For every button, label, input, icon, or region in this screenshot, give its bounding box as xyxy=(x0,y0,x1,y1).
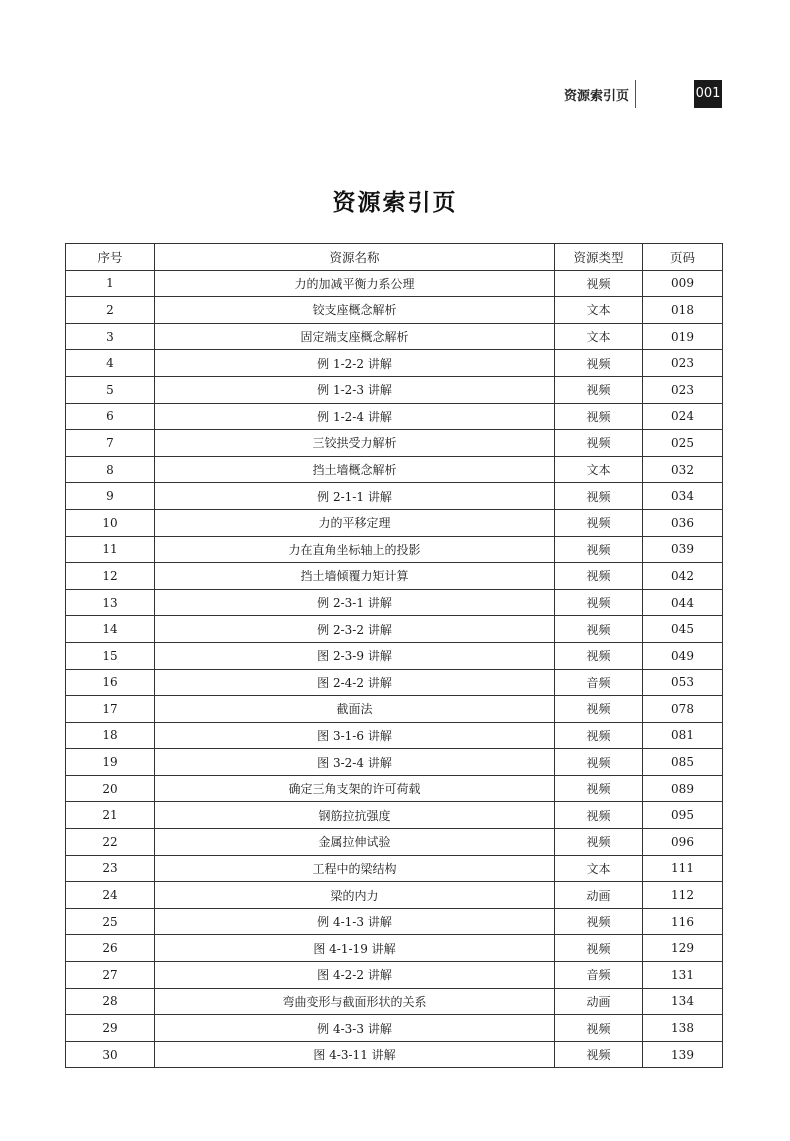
cell-page: 044 xyxy=(643,589,723,616)
table-row xyxy=(66,669,723,696)
table-row xyxy=(66,962,723,989)
cell-number: 9 xyxy=(66,483,155,510)
cell-page: 053 xyxy=(643,669,723,696)
cell-number: 11 xyxy=(66,536,155,563)
cell-resource-name: 固定端支座概念解析 xyxy=(155,323,555,350)
cell-number: 26 xyxy=(66,935,155,962)
cell-resource-name: 截面法 xyxy=(155,696,555,723)
cell-resource-type: 视频 xyxy=(555,908,643,935)
cell-resource-name: 铰支座概念解析 xyxy=(155,297,555,324)
cell-resource-name: 例 4-1-3 讲解 xyxy=(155,908,555,935)
cell-resource-type: 视频 xyxy=(555,563,643,590)
column-header-name: 资源名称 xyxy=(155,244,555,271)
cell-resource-type: 视频 xyxy=(555,1041,643,1068)
table-row xyxy=(66,802,723,829)
column-header-number: 序号 xyxy=(66,244,155,271)
table-row xyxy=(66,509,723,536)
table-row xyxy=(66,988,723,1015)
cell-page: 034 xyxy=(643,483,723,510)
table-row xyxy=(66,563,723,590)
table-row xyxy=(66,696,723,723)
table-row xyxy=(66,536,723,563)
cell-number: 14 xyxy=(66,616,155,643)
cell-resource-name: 例 1-2-3 讲解 xyxy=(155,376,555,403)
cell-resource-name: 挡土墙概念解析 xyxy=(155,456,555,483)
cell-resource-type: 视频 xyxy=(555,749,643,776)
column-header-type: 资源类型 xyxy=(555,244,643,271)
table-row xyxy=(66,323,723,350)
cell-page: 042 xyxy=(643,563,723,590)
cell-resource-name: 金属拉伸试验 xyxy=(155,829,555,856)
cell-page: 036 xyxy=(643,509,723,536)
cell-number: 25 xyxy=(66,908,155,935)
cell-resource-name: 图 2-3-9 讲解 xyxy=(155,642,555,669)
cell-resource-type: 视频 xyxy=(555,536,643,563)
cell-page: 045 xyxy=(643,616,723,643)
table-row xyxy=(66,376,723,403)
cell-number: 27 xyxy=(66,962,155,989)
table-row xyxy=(66,775,723,802)
cell-page: 023 xyxy=(643,350,723,377)
cell-number: 15 xyxy=(66,642,155,669)
table-body xyxy=(66,270,723,1068)
table-row xyxy=(66,829,723,856)
cell-number: 4 xyxy=(66,350,155,377)
table-row xyxy=(66,908,723,935)
cell-page: 024 xyxy=(643,403,723,430)
table-row xyxy=(66,270,723,297)
cell-resource-name: 例 2-3-2 讲解 xyxy=(155,616,555,643)
cell-number: 24 xyxy=(66,882,155,909)
cell-page: 078 xyxy=(643,696,723,723)
table-row xyxy=(66,297,723,324)
cell-page: 129 xyxy=(643,935,723,962)
cell-resource-type: 文本 xyxy=(555,855,643,882)
cell-resource-type: 视频 xyxy=(555,722,643,749)
cell-number: 3 xyxy=(66,323,155,350)
cell-resource-name: 例 1-2-4 讲解 xyxy=(155,403,555,430)
cell-resource-type: 视频 xyxy=(555,642,643,669)
cell-page: 081 xyxy=(643,722,723,749)
cell-page: 116 xyxy=(643,908,723,935)
page-number: 001 xyxy=(694,80,722,108)
cell-number: 23 xyxy=(66,855,155,882)
cell-resource-type: 视频 xyxy=(555,829,643,856)
cell-page: 049 xyxy=(643,642,723,669)
table-row xyxy=(66,642,723,669)
cell-number: 8 xyxy=(66,456,155,483)
cell-page: 096 xyxy=(643,829,723,856)
cell-page: 085 xyxy=(643,749,723,776)
cell-number: 19 xyxy=(66,749,155,776)
cell-resource-name: 图 3-2-4 讲解 xyxy=(155,749,555,776)
table-row xyxy=(66,350,723,377)
cell-page: 009 xyxy=(643,270,723,297)
cell-resource-name: 图 3-1-6 讲解 xyxy=(155,722,555,749)
cell-resource-type: 视频 xyxy=(555,270,643,297)
cell-resource-name: 力的平移定理 xyxy=(155,509,555,536)
cell-resource-type: 文本 xyxy=(555,456,643,483)
cell-resource-name: 挡土墙倾覆力矩计算 xyxy=(155,563,555,590)
cell-page: 111 xyxy=(643,855,723,882)
cell-number: 17 xyxy=(66,696,155,723)
cell-resource-name: 力在直角坐标轴上的投影 xyxy=(155,536,555,563)
cell-page: 019 xyxy=(643,323,723,350)
cell-resource-type: 动画 xyxy=(555,882,643,909)
cell-resource-type: 视频 xyxy=(555,350,643,377)
cell-number: 28 xyxy=(66,988,155,1015)
table-row xyxy=(66,749,723,776)
table-row xyxy=(66,1015,723,1042)
resource-index-table xyxy=(65,243,723,1068)
cell-page: 039 xyxy=(643,536,723,563)
cell-resource-type: 视频 xyxy=(555,775,643,802)
page-title: 资源索引页 xyxy=(332,190,458,216)
cell-resource-type: 视频 xyxy=(555,616,643,643)
cell-resource-type: 视频 xyxy=(555,403,643,430)
cell-resource-type: 音频 xyxy=(555,669,643,696)
cell-page: 025 xyxy=(643,430,723,457)
table-row xyxy=(66,855,723,882)
cell-resource-type: 视频 xyxy=(555,1015,643,1042)
cell-page: 139 xyxy=(643,1041,723,1068)
cell-number: 20 xyxy=(66,775,155,802)
cell-number: 1 xyxy=(66,270,155,297)
cell-number: 29 xyxy=(66,1015,155,1042)
cell-number: 21 xyxy=(66,802,155,829)
cell-page: 095 xyxy=(643,802,723,829)
cell-page: 138 xyxy=(643,1015,723,1042)
table-row xyxy=(66,882,723,909)
cell-resource-name: 弯曲变形与截面形状的关系 xyxy=(155,988,555,1015)
cell-number: 2 xyxy=(66,297,155,324)
table-header-row xyxy=(66,244,723,271)
table-row xyxy=(66,589,723,616)
cell-resource-name: 例 1-2-2 讲解 xyxy=(155,350,555,377)
cell-number: 5 xyxy=(66,376,155,403)
cell-resource-type: 视频 xyxy=(555,483,643,510)
cell-resource-name: 梁的内力 xyxy=(155,882,555,909)
cell-page: 089 xyxy=(643,775,723,802)
table-row xyxy=(66,430,723,457)
cell-number: 30 xyxy=(66,1041,155,1068)
table-row xyxy=(66,403,723,430)
cell-number: 16 xyxy=(66,669,155,696)
cell-resource-name: 钢筋拉抗强度 xyxy=(155,802,555,829)
cell-page: 023 xyxy=(643,376,723,403)
header-divider xyxy=(635,80,636,108)
cell-resource-name: 确定三角支架的许可荷载 xyxy=(155,775,555,802)
cell-number: 13 xyxy=(66,589,155,616)
cell-resource-type: 视频 xyxy=(555,509,643,536)
table-row xyxy=(66,483,723,510)
cell-resource-name: 三铰拱受力解析 xyxy=(155,430,555,457)
cell-resource-name: 图 4-3-11 讲解 xyxy=(155,1041,555,1068)
table-row xyxy=(66,935,723,962)
cell-resource-type: 视频 xyxy=(555,430,643,457)
cell-page: 032 xyxy=(643,456,723,483)
cell-resource-name: 例 2-1-1 讲解 xyxy=(155,483,555,510)
cell-number: 6 xyxy=(66,403,155,430)
cell-resource-name: 工程中的梁结构 xyxy=(155,855,555,882)
table-row xyxy=(66,616,723,643)
cell-resource-type: 音频 xyxy=(555,962,643,989)
cell-resource-type: 文本 xyxy=(555,297,643,324)
cell-resource-name: 图 4-2-2 讲解 xyxy=(155,962,555,989)
cell-resource-name: 力的加减平衡力系公理 xyxy=(155,270,555,297)
table-row xyxy=(66,456,723,483)
cell-resource-type: 文本 xyxy=(555,323,643,350)
cell-page: 134 xyxy=(643,988,723,1015)
cell-resource-type: 视频 xyxy=(555,802,643,829)
cell-resource-name: 图 4-1-19 讲解 xyxy=(155,935,555,962)
table-row xyxy=(66,722,723,749)
cell-number: 7 xyxy=(66,430,155,457)
cell-resource-type: 动画 xyxy=(555,988,643,1015)
cell-resource-type: 视频 xyxy=(555,376,643,403)
cell-resource-type: 视频 xyxy=(555,696,643,723)
column-header-page: 页码 xyxy=(643,244,723,271)
cell-resource-type: 视频 xyxy=(555,589,643,616)
cell-number: 10 xyxy=(66,509,155,536)
running-title: 资源索引页 xyxy=(564,89,630,104)
table-row xyxy=(66,1041,723,1068)
running-header xyxy=(540,80,722,108)
cell-number: 12 xyxy=(66,563,155,590)
cell-page: 112 xyxy=(643,882,723,909)
cell-number: 18 xyxy=(66,722,155,749)
cell-page: 131 xyxy=(643,962,723,989)
cell-resource-name: 例 4-3-3 讲解 xyxy=(155,1015,555,1042)
cell-resource-name: 图 2-4-2 讲解 xyxy=(155,669,555,696)
cell-page: 018 xyxy=(643,297,723,324)
cell-resource-type: 视频 xyxy=(555,935,643,962)
cell-resource-name: 例 2-3-1 讲解 xyxy=(155,589,555,616)
cell-number: 22 xyxy=(66,829,155,856)
